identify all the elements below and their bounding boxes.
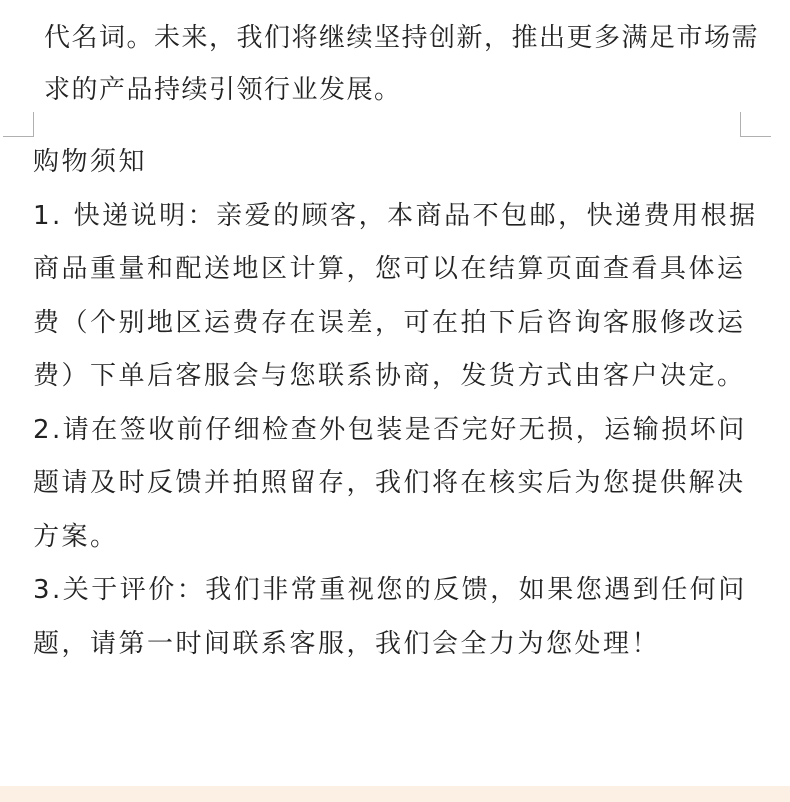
shopping-notice-section xyxy=(33,136,773,671)
notice-item-review: 3.关于评价：我们非常重视您的反馈，如果您遇到任何问题，请第一时间联系客服，我们会全力为您处理！ xyxy=(33,575,747,659)
notice-item-inspection: 2.请在签收前仔细检查外包装是否完好无损，运输损坏问题请及时反馈并拍照留存，我们将在核实后为您提供解决方案。 xyxy=(33,414,747,552)
bottom-background-band xyxy=(0,786,790,802)
intro-paragraph: 代名词。未来，我们将继续坚持创新，推出更多满足市场需求的产品持续引领行业发展。 xyxy=(44,23,760,105)
page-corner-mark-left xyxy=(3,112,34,137)
page-corner-mark-right xyxy=(740,112,771,137)
notice-item-shipping: 1. 快递说明：亲爱的顾客，本商品不包邮，快递费用根据商品重量和配送地区计算，您可以在结算页面查看具体运费（个别地区运费存在误差，可在拍下后咨询客服修改运费）下单后客服会与您联系协商，发货方式由客户决定。 xyxy=(33,200,758,391)
shopping-notice-title: 购物须知 xyxy=(33,147,148,177)
